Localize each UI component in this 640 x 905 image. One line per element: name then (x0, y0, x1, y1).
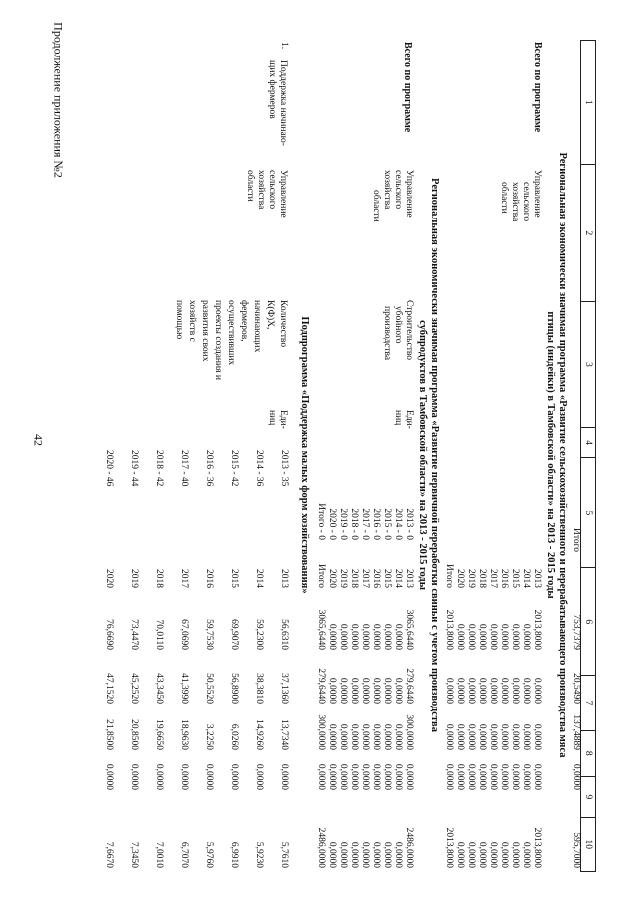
section1-col7 (443, 650, 542, 704)
section2-cell-c7: 0,0000 (371, 677, 381, 704)
section3-cell-c5: 2019 - 44 (129, 450, 139, 487)
section1-cell-c9: 0,0000 (532, 763, 542, 790)
section2-cell-c7: 0,0000 (382, 677, 392, 704)
section3-cell-c7: 47,1520 (104, 673, 114, 704)
section3-cell-c7: 45,2520 (129, 673, 139, 704)
section3-cell-c7: 43,3450 (154, 673, 164, 704)
section3-cell-c6: 70,0110 (154, 619, 164, 650)
section3-cell-year: 2018 (154, 569, 164, 588)
top-total-c10: 595,7000 (571, 832, 581, 868)
section2-cell-c6: 0,0000 (338, 623, 348, 650)
section1-cell-c9: 0,0000 (444, 763, 454, 790)
section3-row-number: 1. (279, 42, 289, 50)
section2-cell-c8: 300,0000 (316, 714, 326, 750)
section2-cell-c6: 3065,6440 (316, 609, 326, 650)
section3-cell-c5: 2015 - 42 (229, 450, 239, 487)
section2-col5 (315, 450, 414, 540)
section3-cell-c7: 38,3810 (254, 673, 264, 704)
section3-cell-c9: 0,0000 (254, 763, 264, 790)
section1-cell-years: 2016 (499, 569, 509, 588)
section2-cell-c6: 0,0000 (327, 623, 337, 650)
indicator-line: развития своих (200, 300, 210, 362)
section2-years (315, 550, 414, 588)
section1-cell-c8: 0,0000 (521, 723, 531, 750)
section2-cell-c5: 2017 - 0 (360, 508, 370, 540)
section1-cell-c6: 0,0000 (477, 623, 487, 650)
org-line: хозяйства (382, 170, 392, 210)
section3-cell-c9: 0,0000 (154, 763, 164, 790)
section2-cell-c6: 0,0000 (382, 623, 392, 650)
section3-cell-year: 2019 (129, 569, 139, 588)
org-line: хозяйства (256, 170, 266, 210)
section1-cell-c6: 0,0000 (510, 623, 520, 650)
section3-cell-year: 2013 (279, 569, 289, 588)
section3-cell-c6: 76,6690 (104, 619, 114, 650)
section3-cell-c9: 0,0000 (129, 763, 139, 790)
section1-cell-c8: 0,0000 (477, 723, 487, 750)
section1-cell-years: 2014 (521, 569, 531, 588)
section2-cell-c10: 0,0000 (393, 841, 403, 868)
section2-cell-c10: 2486,0000 (404, 827, 414, 868)
section2-cell-c9: 0,0000 (393, 763, 403, 790)
section3-org (244, 170, 288, 218)
section3-cell-c7: 56,8900 (229, 673, 239, 704)
top-total-c6: 753,7379 (571, 614, 581, 650)
section1-cell-c10: 0,0000 (455, 841, 465, 868)
table-content (80, 30, 600, 880)
section2-cell-c8: 0,0000 (360, 723, 370, 750)
indicator-line: хозяйств с (187, 300, 197, 342)
section3-cell-year: 2015 (229, 569, 239, 588)
section2-cell-c6: 0,0000 (360, 623, 370, 650)
section2-cell-years: Итого (316, 563, 326, 588)
section2-cell-c5: 2013 - 0 (404, 508, 414, 540)
section1-cell-c7: 0,0000 (521, 677, 531, 704)
section2-cell-years: 2016 (371, 569, 381, 588)
indicator-line: осуществивших (226, 300, 236, 366)
section2-indicator (381, 300, 414, 360)
name-line: Поддержка начинаю- (278, 60, 288, 146)
section3-cell-c6: 73,4470 (129, 619, 139, 650)
section3-indicator (171, 300, 288, 380)
section3-cell-c7: 37,1360 (279, 673, 289, 704)
section3-cell-c8: 3,2250 (204, 723, 214, 750)
section1-cell-c7: 0,0000 (499, 677, 509, 704)
header-col-2: 2 (581, 165, 595, 303)
section2-cell-c7: 0,0000 (393, 677, 403, 704)
section1-cell-c7: 0,0000 (510, 677, 520, 704)
section2-cell-c9: 0,0000 (327, 763, 337, 790)
indicator-line: проекты создания и (213, 300, 223, 380)
section1-col9 (443, 750, 542, 790)
section3-cell-c7: 41,3990 (179, 673, 189, 704)
indicator-line: К(Ф)Х, (265, 300, 275, 330)
section3-cell-c10: 5,7610 (279, 841, 289, 868)
section3-cell-c5: 2018 - 42 (154, 450, 164, 487)
section2-cell-years: 2014 (393, 569, 403, 588)
section2-cell-c8: 0,0000 (371, 723, 381, 750)
section1-years (443, 550, 542, 588)
section2-cell-c9: 0,0000 (371, 763, 381, 790)
org-line: сельского (393, 170, 403, 210)
org-line: области (245, 170, 255, 202)
section2-cell-c6: 0,0000 (371, 623, 381, 650)
section2-col8 (315, 704, 414, 750)
section2-cell-c10: 0,0000 (349, 841, 359, 868)
section3-cell-c10: 5,9760 (204, 841, 214, 868)
section2-cell-years: 2015 (382, 569, 392, 588)
header-col-1: 1 (581, 41, 595, 165)
section3-title: Подпрограмма «Поддержка малых форм хозяйствования» (299, 316, 310, 594)
section1-cell-c7: 0,0000 (477, 677, 487, 704)
section3-name (266, 60, 288, 146)
section3-cell-c10: 6,9910 (229, 841, 239, 868)
section2-cell-c8: 0,0000 (338, 723, 348, 750)
section2-unit (392, 410, 414, 429)
section2-cell-c10: 0,0000 (327, 841, 337, 868)
section1-col6 (443, 590, 542, 650)
indicator-line: производства (382, 306, 392, 361)
section3-cell-c10: 7,0010 (154, 841, 164, 868)
section3-cell-c5: 2016 - 36 (204, 450, 214, 487)
section1-cell-c7: 0,0000 (488, 677, 498, 704)
section1-cell-c6: 2013,8000 (444, 609, 454, 650)
indicator-line: начинающих (252, 300, 262, 353)
section1-title-line2: птицы (индейки) в Тамбовской области» на 2013 - 2015 годы (545, 311, 556, 599)
unit-line: ниц (267, 410, 277, 426)
section3-cell-c5: 2013 - 35 (279, 450, 289, 487)
section1-cell-c7: 0,0000 (466, 677, 476, 704)
section1-cell-c6: 0,0000 (488, 623, 498, 650)
section1-cell-years: 2020 (455, 569, 465, 588)
unit-line: ниц (393, 410, 403, 426)
org-line: Управление (278, 170, 288, 218)
section1-cell-c10: 0,0000 (488, 841, 498, 868)
section1-cell-c9: 0,0000 (510, 763, 520, 790)
section2-col10 (315, 790, 414, 868)
section2-cell-years: 2017 (360, 569, 370, 588)
section2-cell-c8: 0,0000 (382, 723, 392, 750)
section2-cell-c8: 0,0000 (327, 723, 337, 750)
section2-cell-c7: 279,6440 (316, 668, 326, 704)
section2-cell-years: 2019 (338, 569, 348, 588)
section1-cell-c7: 0,0000 (444, 677, 454, 704)
section3-cell-c5: 2020 - 46 (104, 450, 114, 487)
section3-cell-c6: 69,9070 (229, 619, 239, 650)
table-header-row (580, 40, 596, 872)
section1-cell-years: 2015 (510, 569, 520, 588)
section2-cell-c6: 3065,6440 (404, 609, 414, 650)
unit-line: Еди- (404, 410, 414, 429)
section1-cell-c8: 0,0000 (466, 723, 476, 750)
section2-cell-c5: 2020 - 0 (327, 508, 337, 540)
section1-cell-c10: 0,0000 (477, 841, 487, 868)
top-total-c8: 137,4889 (571, 714, 581, 750)
org-line: сельского (267, 170, 277, 210)
section1-cell-c9: 0,0000 (499, 763, 509, 790)
section2-title-line2: субпродуктов в Тамбовской области» на 2013 - 2015 годы (417, 320, 428, 590)
section1-title-line1: Региональная экономически значимая программа «Развитие сельскохозяйственного и перерабатывающего производства мяса (557, 152, 568, 758)
section2-cell-c9: 0,0000 (382, 763, 392, 790)
indicator-line: убойного (393, 306, 403, 344)
section3-cell-c5: 2017 - 40 (179, 450, 189, 487)
section2-col6 (315, 590, 414, 650)
section3-cell-c10: 6,7070 (179, 841, 189, 868)
section2-cell-c8: 0,0000 (393, 723, 403, 750)
section3-cell-c7: 50,5520 (204, 673, 214, 704)
section1-cell-c6: 0,0000 (455, 623, 465, 650)
section2-cell-c6: 0,0000 (393, 623, 403, 650)
org-line: хозяйства (510, 182, 520, 222)
section2-cell-c10: 0,0000 (371, 841, 381, 868)
section1-col10 (443, 790, 542, 868)
rotated-table-page (80, 30, 600, 880)
section3-cell-year: 2014 (254, 569, 264, 588)
section2-cell-c7: 0,0000 (349, 677, 359, 704)
header-col-6: 6 (581, 568, 595, 676)
section2-cell-c6: 0,0000 (349, 623, 359, 650)
section2-cell-c9: 0,0000 (360, 763, 370, 790)
section1-org (498, 170, 542, 221)
org-line: области (371, 190, 381, 222)
section2-cell-c5: 2019 - 0 (338, 508, 348, 540)
section3-cell-year: 2016 (204, 569, 214, 588)
indicator-line: помощью (174, 300, 184, 340)
section2-cell-c10: 2486,0000 (316, 827, 326, 868)
section3-cell-c9: 0,0000 (204, 763, 214, 790)
section2-col9 (315, 750, 414, 790)
section2-org (370, 170, 414, 222)
section3-cell-c5: 2014 - 36 (254, 450, 264, 487)
org-line: Управление (404, 170, 414, 218)
section1-cell-c6: 0,0000 (521, 623, 531, 650)
section1-cell-c10: 0,0000 (510, 841, 520, 868)
indicator-line: фермеров, (239, 300, 249, 342)
section3-cell-c8: 6,0260 (229, 723, 239, 750)
section3-unit (266, 410, 288, 429)
header-col-5: 5 (581, 458, 595, 568)
section3-cell-c10: 5,9230 (254, 841, 264, 868)
section2-cell-c9: 0,0000 (404, 763, 414, 790)
section1-cell-c7: 0,0000 (532, 677, 542, 704)
section2-cell-c10: 0,0000 (338, 841, 348, 868)
section1-total-label: Всего по программе (532, 42, 543, 133)
section2-cell-c8: 0,0000 (349, 723, 359, 750)
section1-cell-c8: 0,0000 (499, 723, 509, 750)
section1-cell-c9: 0,0000 (477, 763, 487, 790)
section3-cell-c6: 59,2300 (254, 619, 264, 650)
section1-cell-c9: 0,0000 (466, 763, 476, 790)
org-line: сельского (521, 182, 531, 222)
name-line: щих фермеров (267, 60, 277, 119)
section3-cell-c8: 20,8500 (129, 719, 139, 750)
section2-cell-years: 2018 (349, 569, 359, 588)
section2-cell-c5: 2015 - 0 (382, 508, 392, 540)
indicator-line: Строительство (404, 300, 414, 361)
section2-total-label: Всего по программе (402, 42, 413, 133)
section2-cell-c8: 300,0000 (404, 714, 414, 750)
header-col-10: 10 (583, 839, 593, 850)
continuation-note: Продолжение приложения №2 (51, 22, 66, 178)
section2-cell-years: 2020 (327, 569, 337, 588)
page-number: 42 (31, 434, 46, 446)
section1-cell-c9: 0,0000 (488, 763, 498, 790)
top-total-label: Итого (571, 528, 581, 553)
section1-cell-years: 2018 (477, 569, 487, 588)
header-col-8: 8 (581, 731, 595, 778)
section2-title-line1: Региональная экономически значимая программа «Развитие первичной переработки свиньи с учетом производства (429, 178, 440, 732)
section3-cell-c8: 13,7340 (279, 719, 289, 750)
header-col-4: 4 (581, 428, 595, 459)
section1-cell-c9: 0,0000 (455, 763, 465, 790)
org-line: Управление (532, 170, 542, 218)
top-total-c9: 0,0000 (571, 763, 581, 790)
section1-cell-c10: 0,0000 (466, 841, 476, 868)
section2-cell-c9: 0,0000 (316, 763, 326, 790)
section1-cell-years: 2019 (466, 569, 476, 588)
section3-cell-c6: 56,6310 (279, 619, 289, 650)
section2-cell-c9: 0,0000 (349, 763, 359, 790)
section2-cell-c5: Итого - 0 (316, 503, 326, 540)
section3-cell-c9: 0,0000 (104, 763, 114, 790)
section3-cell-c9: 0,0000 (229, 763, 239, 790)
section2-cell-c7: 0,0000 (360, 677, 370, 704)
section1-cell-years: 2017 (488, 569, 498, 588)
section1-cell-c8: 0,0000 (510, 723, 520, 750)
section1-cell-c8: 0,0000 (488, 723, 498, 750)
section2-col7 (315, 650, 414, 704)
section3-cell-year: 2020 (104, 569, 114, 588)
section3-cell-c9: 0,0000 (279, 763, 289, 790)
section1-cell-c10: 2013,8000 (532, 827, 542, 868)
section1-cell-c10: 0,0000 (499, 841, 509, 868)
section3-cell-c8: 19,6650 (154, 719, 164, 750)
section1-cell-c7: 0,0000 (455, 677, 465, 704)
section1-cell-c6: 0,0000 (499, 623, 509, 650)
section1-cell-years: 2013 (532, 569, 542, 588)
section2-cell-c7: 0,0000 (338, 677, 348, 704)
section1-cell-c10: 0,0000 (521, 841, 531, 868)
section3-cell-c10: 7,6670 (104, 841, 114, 868)
section1-col8 (443, 704, 542, 750)
section3-cell-c9: 0,0000 (179, 763, 189, 790)
section2-cell-c7: 279,6440 (404, 668, 414, 704)
indicator-line: Количество (278, 300, 288, 348)
unit-line: Еди- (278, 410, 288, 429)
section3-cell-c8: 18,9630 (179, 719, 189, 750)
section2-cell-c7: 0,0000 (327, 677, 337, 704)
section3-cell-c6: 59,7530 (204, 619, 214, 650)
section3-cell-c8: 14,9260 (254, 719, 264, 750)
section3-cell-year: 2017 (179, 569, 189, 588)
section2-cell-c9: 0,0000 (338, 763, 348, 790)
org-line: области (499, 182, 509, 214)
section1-cell-c8: 0,0000 (532, 723, 542, 750)
header-col-9: 9 (581, 777, 595, 818)
section3-cell-c8: 21,8500 (104, 719, 114, 750)
section2-cell-c5: 2014 - 0 (393, 508, 403, 540)
section1-cell-c6: 0,0000 (466, 623, 476, 650)
section2-cell-c5: 2018 - 0 (349, 508, 359, 540)
section1-cell-c8: 0,0000 (455, 723, 465, 750)
section1-cell-c8: 0,0000 (444, 723, 454, 750)
section3-cell-c6: 67,0690 (179, 619, 189, 650)
header-col-3: 3 (581, 302, 595, 428)
section1-cell-c10: 2013,8000 (444, 827, 454, 868)
section3-cell-c10: 7,3450 (129, 841, 139, 868)
header-col-7: 7 (581, 676, 595, 730)
section1-cell-c9: 0,0000 (521, 763, 531, 790)
section2-cell-c10: 0,0000 (360, 841, 370, 868)
section2-cell-c5: 2016 - 0 (371, 508, 381, 540)
section1-cell-years: Итого (444, 563, 454, 588)
top-total-c7: 20,5490 (571, 673, 581, 704)
section1-cell-c6: 2013,8000 (532, 609, 542, 650)
section2-cell-c10: 0,0000 (382, 841, 392, 868)
section2-cell-years: 2013 (404, 569, 414, 588)
